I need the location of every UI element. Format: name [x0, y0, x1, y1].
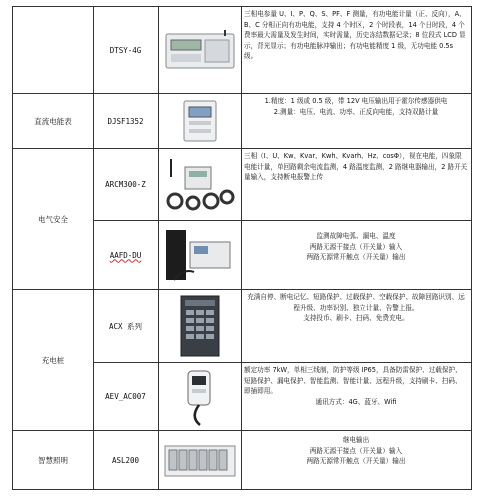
description-text: 两路无源常开触点（开关量）输出 — [306, 253, 406, 262]
dc-energy-meter-image — [158, 94, 241, 148]
description-cell — [241, 431, 471, 489]
description-text: 继电输出 — [342, 436, 370, 444]
description-cell — [241, 290, 471, 362]
meter-icon — [165, 28, 235, 72]
charging-pile-cabinet-image — [158, 290, 241, 362]
sensor-kit-icon — [163, 157, 237, 213]
description-cell — [241, 7, 471, 93]
description-text: 两路无源干接点（开关量）输入 — [309, 446, 403, 455]
charger-icon — [180, 367, 220, 427]
cabinet-icon — [175, 294, 225, 358]
description-text: 充满自停、断电记忆、短路保护、过载保护、空载保护、故障回路识别、远程升级、功率识别、独立计量、告警上报。 — [247, 293, 465, 312]
description-text: 支持投币、刷卡、扫码、免费充电。 — [303, 314, 409, 323]
detector-icon — [164, 228, 236, 282]
description-text: 额定功率 7kW，单相三线制，防护等级 IP65，具备防雷保护、过载保护、短路保护、漏电保护、智能监测、智能计量、远程升级，支持刷卡、扫码、即插即用。 — [244, 366, 462, 396]
model-cell: DJSF1352 — [107, 116, 144, 126]
description-cell — [241, 149, 471, 220]
description-text: 2.测量：电压、电流、功率、正反向电能，支持双路计量 — [273, 107, 439, 116]
description-cell — [241, 363, 471, 430]
model-cell: AAFD-DU — [109, 250, 142, 260]
description-cell — [241, 94, 471, 148]
model-cell: ARCM300-Z — [105, 180, 146, 189]
description-text: 三相电参量 U、I、P、Q、S、PF、F 测量，有功电能计量（正、反向），A、B、C 分相正向有功电能，支持 4 个时区，2 个时段表，14 个日时段，4 个费率最大需量及发生时间，实时需量，历史冻结数据记录；8 位段式 LCD 显示，背光显示；有功电能脉冲输出；有功电能精度 1 级，无功电能 0.5s 级。 — [244, 10, 466, 61]
category-cell — [13, 7, 93, 93]
product-table — [12, 6, 472, 490]
description-text: 通讯方式：4G、蓝牙、Wifi — [315, 397, 397, 406]
ev-charger-image — [158, 363, 241, 430]
category-cell: 智慧照明 — [38, 455, 68, 465]
description-text: 1.精度：1 级或 0.5 级，带 12V 电压输出用于霍尔传感器供电 — [264, 97, 448, 105]
description-cell — [241, 221, 471, 289]
model-cell: ACX 系列 — [108, 321, 143, 331]
model-cell: AEV_AC007 — [105, 392, 146, 401]
meter-icon — [178, 99, 222, 143]
residual-current-detector-image — [158, 149, 241, 220]
model-cell: ASL200 — [111, 455, 140, 465]
lighting-control-module-image — [158, 431, 241, 489]
description-text: 两路无源干接点（开关量）输入 — [309, 242, 403, 251]
description-text: 三相（I、U、Kw、Kvar、Kwh、Kvarh、Hz、cosΦ），视在电能，四象限电能计量，单回路剩余电流监测，4 路温度监测，2 路继电器输出，2 路开关量输入，支持断电报警上传 — [244, 152, 468, 182]
arc-fault-detector-image — [158, 221, 241, 289]
category-cell: 充电桩 — [41, 355, 65, 365]
model-cell: DTSY-4G — [109, 45, 142, 55]
description-text: 监测故障电弧、漏电、温度 — [316, 232, 396, 240]
module-icon — [163, 438, 237, 482]
category-cell: 电气安全 — [38, 214, 68, 224]
category-cell: 直流电能表 — [34, 116, 72, 126]
description-text: 两路无源常开触点（开关量）输出 — [306, 457, 406, 466]
three-phase-energy-meter-image — [158, 7, 241, 93]
